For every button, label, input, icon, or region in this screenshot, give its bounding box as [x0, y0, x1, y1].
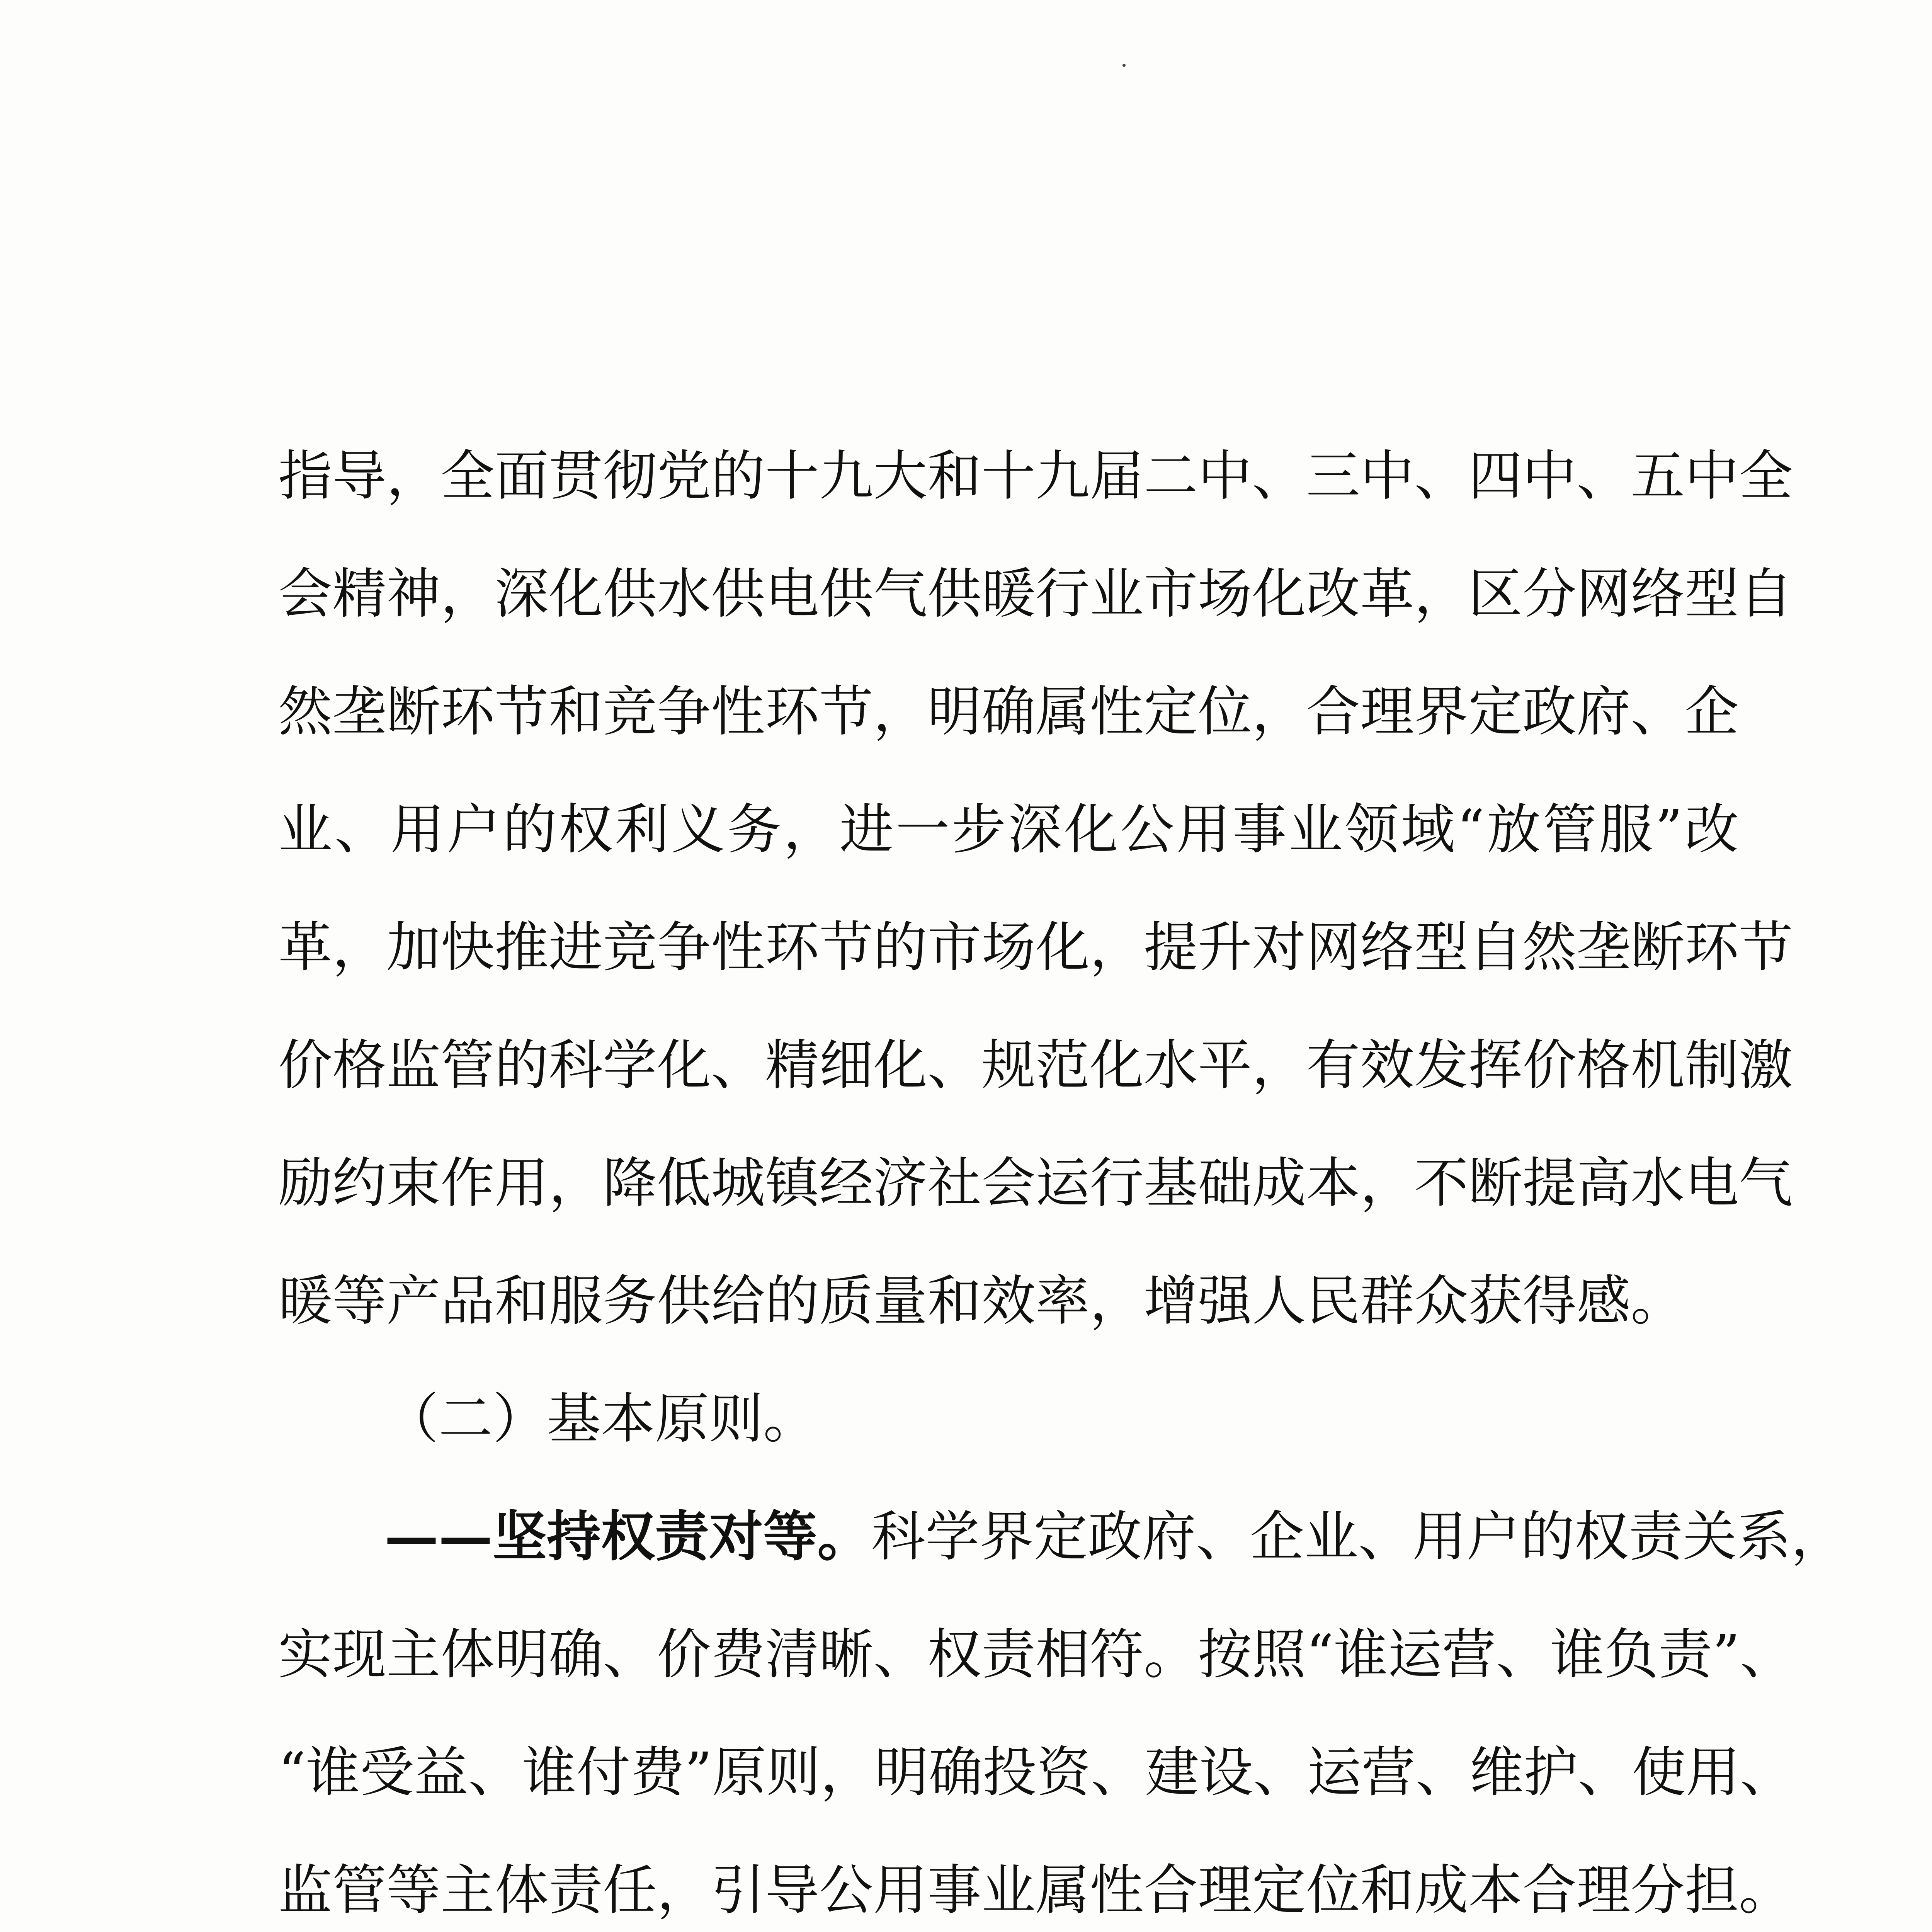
text-line: 然垄断环节和竞争性环节，明确属性定位，合理界定政府、企	[278, 680, 1739, 743]
text-line	[278, 1478, 1845, 1596]
paragraph	[278, 417, 1793, 1360]
heading-text: （二）基本原则。	[384, 1388, 818, 1451]
text-run: 科学界定政府、企业、用户的权责关系，	[871, 1505, 1845, 1568]
text-line: 革，加快推进竞争性环节的市场化，提升对网络型自然垄断环节	[278, 916, 1793, 979]
principle-title: ——坚持权责对等。	[384, 1505, 872, 1568]
text-line: 实现主体明确、价费清晰、权责相符。按照“谁运营、谁负责”、	[278, 1623, 1794, 1686]
document-body	[278, 417, 1845, 1932]
text-line: 指导，全面贯彻党的十九大和十九届二中、三中、四中、五中全	[278, 445, 1793, 508]
text-line: 会精神，深化供水供电供气供暖行业市场化改革，区分网络型自	[278, 563, 1793, 626]
scan-speck	[1122, 64, 1126, 67]
text-line: 暖等产品和服务供给的质量和效率，增强人民群众获得感。	[278, 1270, 1685, 1333]
text-line: 价格监管的科学化、精细化、规范化水平，有效发挥价格机制激	[278, 1034, 1793, 1097]
paragraph	[278, 1478, 1845, 1932]
section-heading	[278, 1360, 1739, 1478]
text-line: 业、用户的权利义务，进一步深化公用事业领域“放管服”改	[278, 798, 1739, 861]
text-line: 监管等主体责任，引导公用事业属性合理定位和成本合理分担。	[278, 1859, 1793, 1922]
text-line: “谁受益、谁付费”原则，明确投资、建设、运营、维护、使用、	[278, 1741, 1794, 1804]
text-line: 励约束作用，降低城镇经济社会运行基础成本，不断提高水电气	[278, 1152, 1793, 1215]
